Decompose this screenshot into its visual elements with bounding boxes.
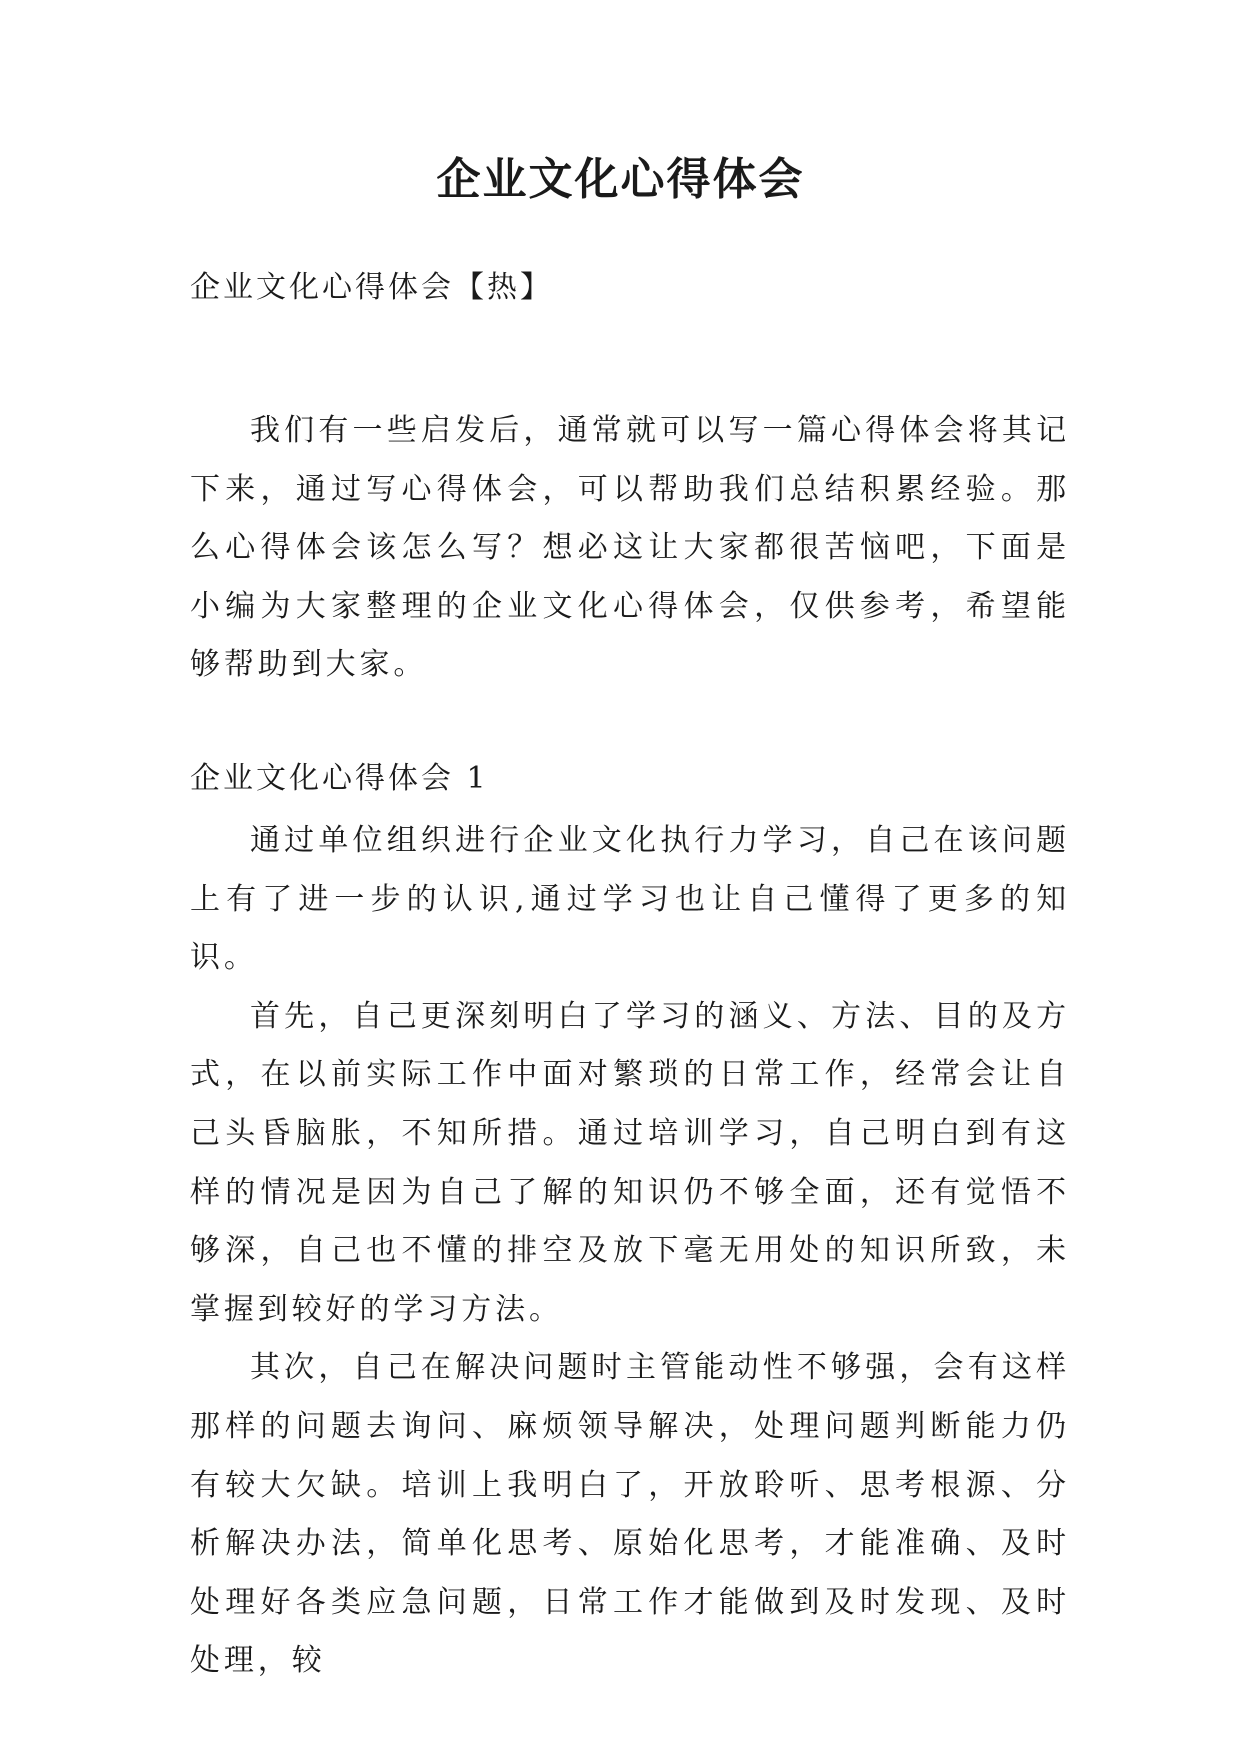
- body-paragraph: 其次，自己在解决问题时主管能动性不够强，会有这样那样的问题去询问、麻烦领导解决，处理问题判断能力仍有较大欠缺。培训上我明白了，开放聆听、思考根源、分析解决办法，简单化思考、原始化思考，才能准确、及时处理好各类应急问题，日常工作才能做到及时发现、及时处理，较: [190, 1350, 1070, 1679]
- document-title: 企业文化心得体会: [436, 154, 805, 205]
- section-heading: 企业文化心得体会 1: [190, 761, 489, 796]
- intro-block: [190, 402, 1070, 695]
- body-paragraph: 通过单位组织进行企业文化执行力学习，自己在该问题上有了进一步的认识,通过学习也让自己懂得了更多的知识。: [190, 823, 1070, 976]
- document-subtitle: 企业文化心得体会【热】: [190, 270, 553, 305]
- intro-paragraph: 我们有一些启发后，通常就可以写一篇心得体会将其记下来，通过写心得体会，可以帮助我们总结积累经验。那么心得体会该怎么写？想必这让大家都很苦恼吧，下面是小编为大家整理的企业文化心得体会，仅供参考，希望能够帮助到大家。: [190, 413, 1070, 683]
- section-body: [190, 812, 1070, 1691]
- body-paragraph: 首先，自己更深刻明白了学习的涵义、方法、目的及方式，在以前实际工作中面对繁琐的日常工作，经常会让自己头昏脑胀，不知所措。通过培训学习，自己明白到有这样的情况是因为自己了解的知识仍不够全面，还有觉悟不够深，自己也不懂的排空及放下毫无用处的知识所致，未掌握到较好的学习方法。: [190, 998, 1070, 1327]
